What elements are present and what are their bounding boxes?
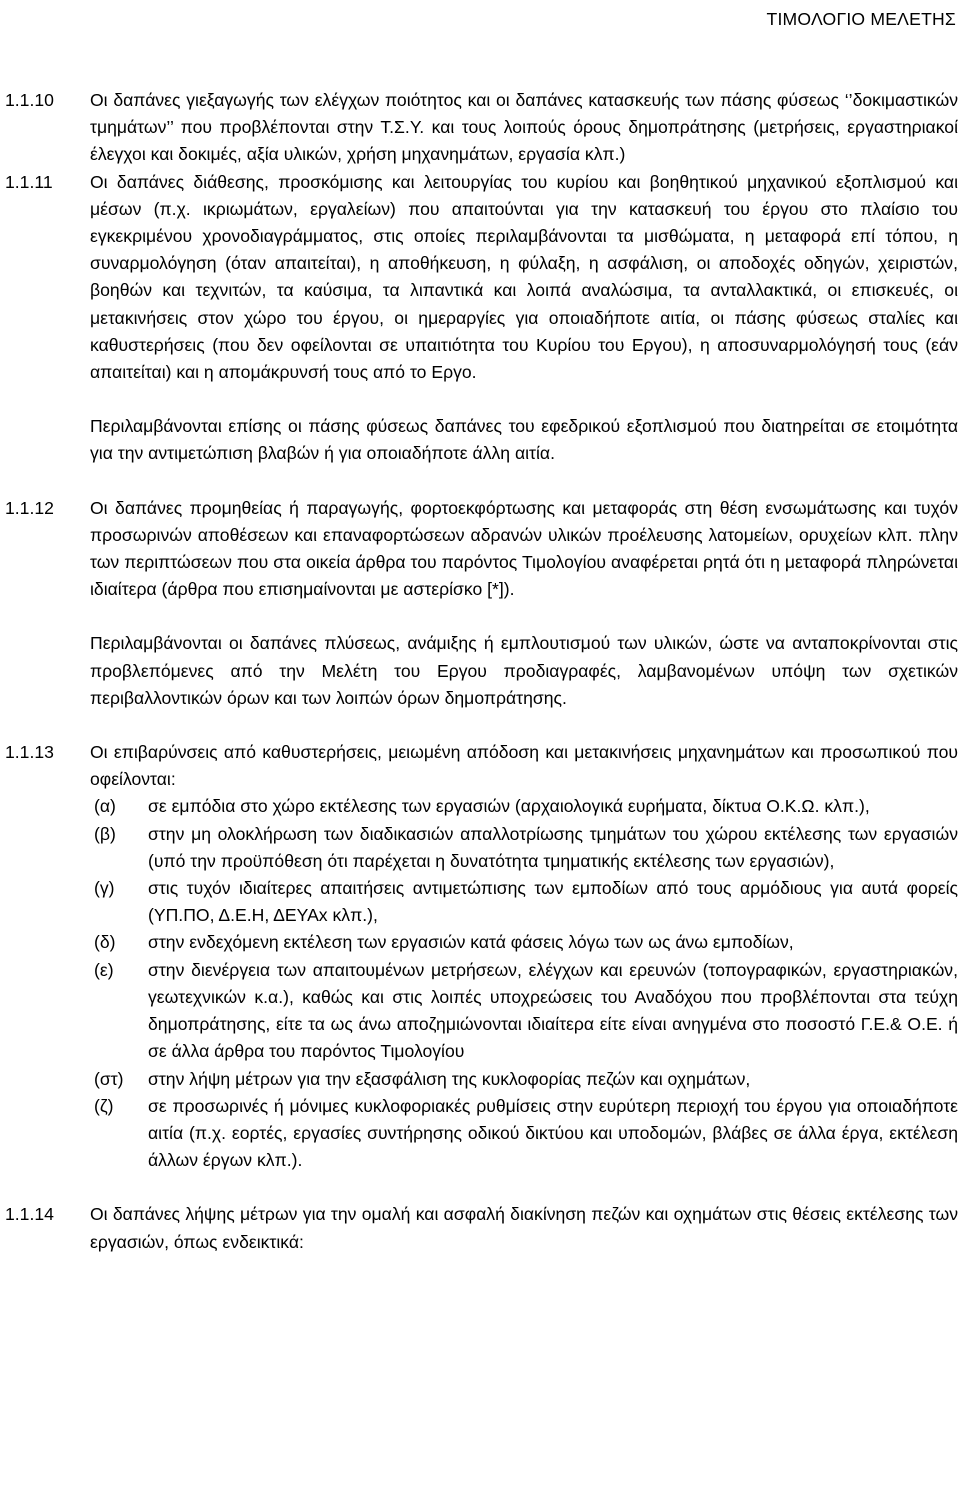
page-header-title: ΤΙΜΟΛΟΓΙΟ ΜΕΛΕΤΗΣ	[766, 9, 956, 29]
section-number: 1.1.13	[5, 742, 54, 763]
list-item-text: στις τυχόν ιδιαίτερες απαιτήσεις αντιμετώπισης των εμποδίων από τους αρμόδιους για αυτά φορείς (ΥΠ.ΠΟ, Δ.Ε.Η, ΔΕΥΑx κλπ.),	[148, 878, 958, 926]
list-item-label: (ε)	[94, 959, 114, 980]
section-body	[90, 495, 958, 712]
list-item-text: στην λήψη μέτρων για την εξασφάλιση της κυκλοφορίας πεζών και οχημάτων,	[148, 1068, 751, 1089]
section-1-1-13	[0, 739, 958, 1174]
document-body	[0, 87, 958, 1256]
list-item-label: (α)	[94, 796, 116, 817]
list-item	[90, 793, 958, 820]
list-item-label: (β)	[94, 823, 116, 844]
section-number: 1.1.11	[5, 171, 53, 192]
enumerated-list	[90, 793, 958, 1174]
list-item-label: (στ)	[94, 1068, 124, 1089]
list-item	[90, 1093, 958, 1175]
section-body	[90, 1201, 958, 1255]
section-1-1-11	[0, 169, 958, 468]
section-number: 1.1.10	[5, 90, 54, 110]
section-number: 1.1.14	[5, 1204, 54, 1225]
section-paragraph: Οι δαπάνες λήψης μέτρων για την ομαλή και ασφαλή διακίνηση πεζών και οχημάτων στις θέσεις εκτέλεσης των εργασιών, όπως ενδεικτικά:	[90, 1204, 958, 1252]
section-body	[90, 87, 958, 169]
list-item-text: στην διενέργεια των απαιτουμένων μετρήσεων, ελέγχων και ερευνών (τοπογραφικών, εργαστηριακών, γεωτεχνικών κ.α.), καθώς και στις λοιπές υποχρεώσεις του Αναδόχου που προβλέπονται στα τεύχη δημοπράτησης, είτε τα ως άνω αποζημιώνονται ιδιαίτερα είτε είναι ανηγμένα στο ποσοστό Γ.Ε.& Ο.Ε. ή σε άλλα άρθρα του παρόντος Τιμολογίου	[148, 959, 958, 1062]
section-paragraph: Οι δαπάνες προμηθείας ή παραγωγής, φορτοεκφόρτωσης και μεταφοράς στη θέση ενσωμάτωσης και τυχόν προσωρινών αποθέσεων και επαναφορτώσεων αδρανών υλικών προέλευσης λατομείων, ορυχείων κλπ. πλην των περιπτώσεων που στα οικεία άρθρα του παρόντος Τιμολογίου αναφέρεται ρητά ότι η μεταφορά πληρώνεται ιδιαίτερα (άρθρα που επισημαίνονται με αστερίσκο [*]).	[90, 497, 958, 600]
section-1-1-12	[0, 495, 958, 712]
list-item-label: (δ)	[94, 932, 116, 953]
section-1-1-10	[0, 87, 958, 169]
section-number: 1.1.12	[5, 497, 54, 518]
list-item	[90, 1066, 958, 1093]
list-item	[90, 957, 958, 1066]
list-item-label: (ζ)	[94, 1095, 114, 1116]
list-item-text: σε προσωρινές ή μόνιμες κυκλοφοριακές ρυθμίσεις στην ευρύτερη περιοχή του έργου για οποιαδήποτε αιτία (π.χ. εορτές, εργασίες συντήρησης οδικού δικτύου και υποδομών, βλάβες σε άλλα έργα, εκτέλεση άλλων έργων κλπ.).	[148, 1095, 958, 1171]
section-1-1-14	[0, 1201, 958, 1255]
list-item-text: στην ενδεχόμενη εκτέλεση των εργασιών κατά φάσεις λόγω των ως άνω εμποδίων,	[148, 932, 794, 953]
section-paragraph: Οι επιβαρύνσεις από καθυστερήσεις, μειωμένη απόδοση και μετακινήσεις μηχανημάτων και προσωπικού που οφείλονται:	[90, 742, 958, 790]
list-item-label: (γ)	[94, 878, 115, 899]
list-item	[90, 875, 958, 929]
section-paragraph: Περιλαμβάνονται οι δαπάνες πλύσεως, ανάμιξης ή εμπλουτισμού των υλικών, ώστε να ανταποκρίνονται στις προβλεπόμενες από την Μελέτη του Εργου προδιαγραφές, λαμβανομένων υπόψη των σχετικών περιβαλλοντικών όρων και των λοιπών όρων δημοπράτησης.	[90, 633, 958, 708]
section-paragraph: Περιλαμβάνονται επίσης οι πάσης φύσεως δαπάνες του εφεδρικού εξοπλισμού που διατηρείται σε ετοιμότητα για την αντιμετώπιση βλαβών ή για οποιαδήποτε άλλη αιτία.	[90, 416, 958, 464]
section-paragraph: Οι δαπάνες γιεξαγωγής των ελέγχων ποιότητος και οι δαπάνες κατασκευής των πάσης φύσεως ‘’δοκιμαστικών τμημάτων’’ που προβλέπονται στην Τ.Σ.Υ. και τους λοιπούς όρους δημοπράτησης (μετρήσεις, εργαστηριακοί έλεγχοι και δοκιμές, αξία υλικών, χρήση μηχανημάτων, εργασία κλπ.)	[90, 90, 958, 165]
list-item	[90, 929, 958, 956]
section-paragraph: Οι δαπάνες διάθεσης, προσκόμισης και λειτουργίας του κυρίου και βοηθητικού μηχανικού εξοπλισμού και μέσων (π.χ. ικριωμάτων, εργαλείων) που απαιτούνται για την κατασκευή του έργου στο πλαίσιο του εγκεκριμένου χρονοδιαγράμματος, στις οποίες περιλαμβάνονται τα μισθώματα, η μεταφορά επί τόπου, η συναρμολόγηση (όταν απαιτείται), η αποθήκευση, η φύλαξη, η ασφάλιση, οι αποδοχές οδηγών, χειριστών, βοηθών και τεχνιτών, τα καύσιμα, τα λιπαντικά και λοιπά αναλώσιμα, τα ανταλλακτικά, οι επισκευές, οι μετακινήσεις στον χώρο του έργου, οι ημεραργίες για οποιαδήποτε αιτία, οι πάσης φύσεως σταλίες και καθυστερήσεις (που δεν οφείλονται σε υπαιτιότητα του Κυρίου του Εργου), η αποσυναρμολόγησή τους (εάν απαιτείται) και η απομάκρυνσή τους από το Εργο.	[90, 171, 958, 383]
list-item-text: σε εμπόδια στο χώρο εκτέλεσης των εργασιών (αρχαιολογικά ευρήματα, δίκτυα Ο.Κ.Ω. κλπ.),	[148, 796, 870, 817]
section-body	[90, 739, 958, 1174]
list-item	[90, 821, 958, 875]
list-item-text: στην μη ολοκλήρωση των διαδικασιών απαλλοτρίωσης τμημάτων του χώρου εκτέλεσης των εργασιών (υπό την προϋπόθεση ότι παρέχεται η δυνατότητα τμηματικής εκτέλεσης των εργασιών),	[148, 823, 958, 871]
section-body	[90, 169, 958, 468]
